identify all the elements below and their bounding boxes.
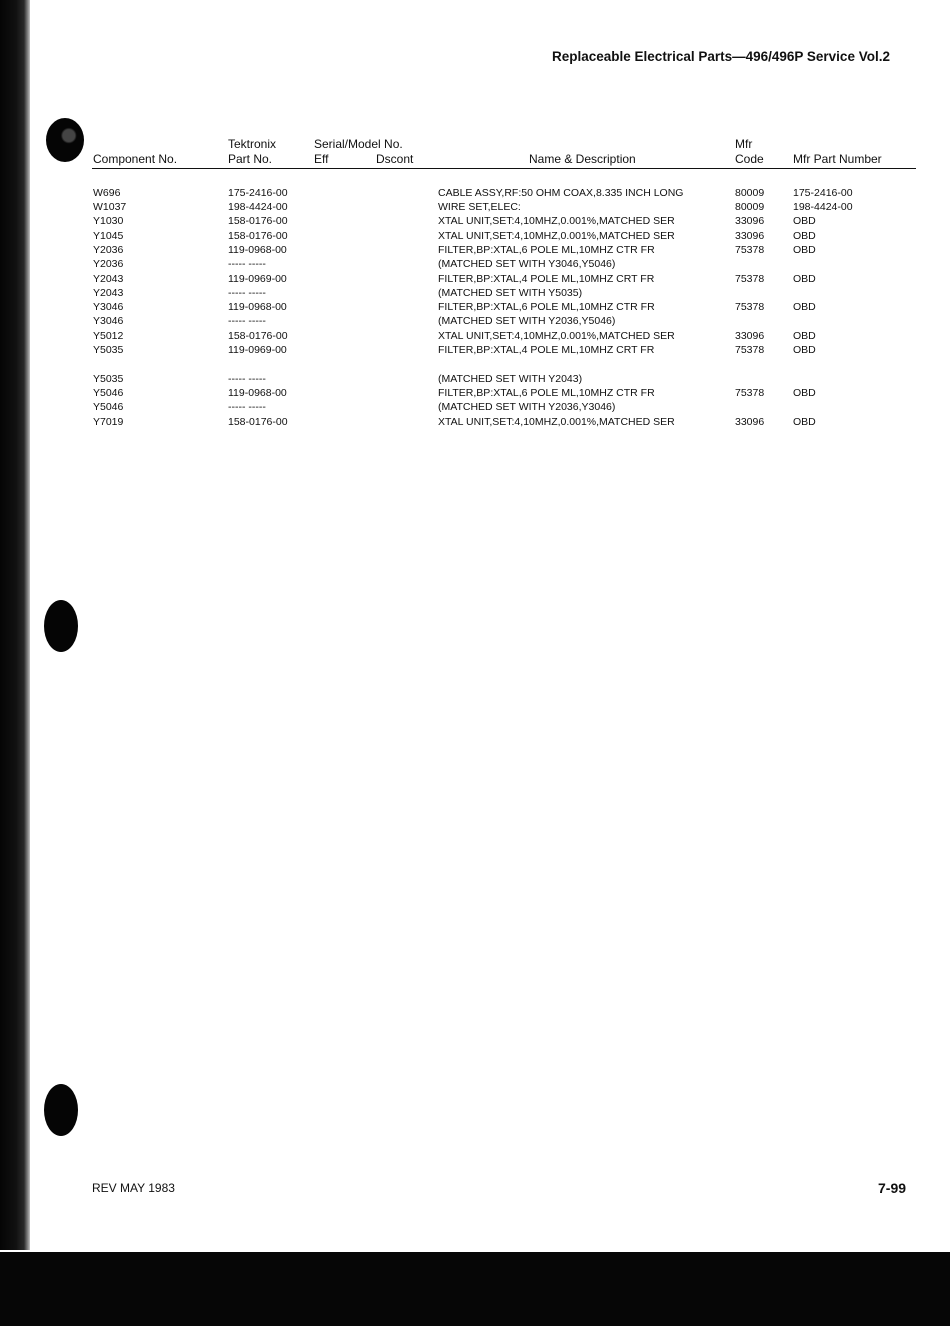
parts-row [0,301,950,315]
header-tektronix: Tektronix [228,137,277,151]
component-no: Y2036 [93,244,124,256]
mfr-code: 75378 [735,301,765,313]
mfr-code: 80009 [735,187,765,199]
parts-row [0,344,950,358]
component-no: W696 [93,187,121,199]
mfr-part-number: 198-4424-00 [793,201,853,213]
name-description: FILTER,BP:XTAL,6 POLE ML,10MHZ CTR FR [438,301,655,313]
mfr-code: 33096 [735,416,765,428]
tektronix-part-no: ----- ----- [228,287,266,299]
tektronix-part-no: 175-2416-00 [228,187,288,199]
component-no: Y5035 [93,344,124,356]
name-description: FILTER,BP:XTAL,6 POLE ML,10MHZ CTR FR [438,387,655,399]
tektronix-part-no: ----- ----- [228,373,266,385]
parts-row [0,416,950,430]
mfr-part-number: OBD [793,301,816,313]
parts-row [0,287,950,301]
header-mfr-part-number: Mfr Part Number [793,152,882,166]
header-dscont: Dscont [376,152,414,166]
component-no: Y2036 [93,258,124,270]
parts-row [0,315,950,329]
mfr-code: 75378 [735,387,765,399]
punch-hole-top [46,118,84,162]
parts-row [0,401,950,415]
tektronix-part-no: 158-0176-00 [228,416,288,428]
header-part-no: Part No. [228,152,273,166]
tektronix-part-no: 158-0176-00 [228,330,288,342]
parts-row [0,230,950,244]
mfr-code: 75378 [735,344,765,356]
page-number: 7-99 [878,1180,907,1196]
name-description: (MATCHED SET WITH Y5035) [438,287,583,299]
tektronix-part-no: 119-0968-00 [228,301,287,313]
parts-row [0,387,950,401]
tektronix-part-no: ----- ----- [228,258,266,270]
mfr-part-number: OBD [793,330,816,342]
component-no: Y3046 [93,315,124,327]
name-description: (MATCHED SET WITH Y3046,Y5046) [438,258,616,270]
parts-row [0,187,950,201]
mfr-part-number: OBD [793,344,816,356]
header-serial-model: Serial/Model No. [314,137,403,151]
scan-bottom-band [0,1252,950,1326]
parts-row [0,273,950,287]
mfr-code: 33096 [735,215,765,227]
parts-row [0,258,950,272]
component-no: Y1045 [93,230,124,242]
mfr-part-number: OBD [793,387,816,399]
name-description: (MATCHED SET WITH Y2036,Y3046) [438,401,616,413]
mfr-part-number: 175-2416-00 [793,187,853,199]
tektronix-part-no: 158-0176-00 [228,215,288,227]
mfr-part-number: OBD [793,244,816,256]
parts-row [0,330,950,344]
header-component-no: Component No. [93,152,178,166]
tektronix-part-no: ----- ----- [228,401,266,413]
component-no: Y5012 [93,330,124,342]
name-description: (MATCHED SET WITH Y2043) [438,373,583,385]
name-description: XTAL UNIT,SET:4,10MHZ,0.001%,MATCHED SER [438,215,675,227]
mfr-code: 80009 [735,201,765,213]
component-no: Y2043 [93,273,124,285]
parts-row [0,244,950,258]
parts-row [0,215,950,229]
name-description: XTAL UNIT,SET:4,10MHZ,0.001%,MATCHED SER [438,330,675,342]
mfr-part-number: OBD [793,273,816,285]
component-no: Y1030 [93,215,124,227]
component-no: Y7019 [93,416,124,428]
revision-date: REV MAY 1983 [92,1181,175,1195]
tektronix-part-no: ----- ----- [228,315,266,327]
mfr-code: 33096 [735,330,765,342]
name-description: CABLE ASSY,RF:50 OHM COAX,8.335 INCH LONG [438,187,684,199]
name-description: FILTER,BP:XTAL,4 POLE ML,10MHZ CRT FR [438,344,655,356]
running-head: Replaceable Electrical Parts—496/496P Service Vol.2 [552,49,890,64]
header-name-description: Name & Description [529,152,636,166]
header-code: Code [735,152,764,166]
mfr-code: 75378 [735,244,765,256]
tektronix-part-no: 119-0968-00 [228,387,287,399]
name-description: (MATCHED SET WITH Y2036,Y5046) [438,315,616,327]
header-rule [92,168,916,169]
mfr-part-number: OBD [793,215,816,227]
name-description: XTAL UNIT,SET:4,10MHZ,0.001%,MATCHED SER [438,230,675,242]
component-no: Y2043 [93,287,124,299]
name-description: WIRE SET,ELEC: [438,201,521,213]
parts-row [0,201,950,215]
component-no: Y5046 [93,387,124,399]
tektronix-part-no: 198-4424-00 [228,201,288,213]
punch-hole-middle [44,600,78,652]
header-mfr: Mfr [735,137,753,151]
mfr-part-number: OBD [793,416,816,428]
tektronix-part-no: 158-0176-00 [228,230,288,242]
mfr-part-number: OBD [793,230,816,242]
component-no: W1037 [93,201,127,213]
parts-row [0,373,950,387]
component-no: Y5046 [93,401,124,413]
name-description: FILTER,BP:XTAL,4 POLE ML,10MHZ CRT FR [438,273,655,285]
punch-hole-bottom [44,1084,78,1136]
name-description: FILTER,BP:XTAL,6 POLE ML,10MHZ CTR FR [438,244,655,256]
tektronix-part-no: 119-0969-00 [228,344,287,356]
mfr-code: 33096 [735,230,765,242]
component-no: Y5035 [93,373,124,385]
mfr-code: 75378 [735,273,765,285]
tektronix-part-no: 119-0969-00 [228,273,287,285]
component-no: Y3046 [93,301,124,313]
header-eff: Eff [314,152,329,166]
name-description: XTAL UNIT,SET:4,10MHZ,0.001%,MATCHED SER [438,416,675,428]
tektronix-part-no: 119-0968-00 [228,244,287,256]
